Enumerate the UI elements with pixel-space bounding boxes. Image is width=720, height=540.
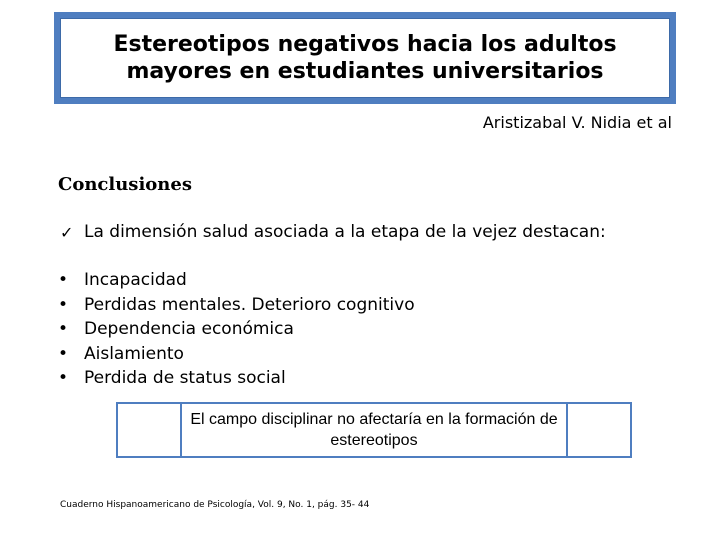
table-cell-text: El campo disciplinar no afectaría en la formación de estereotipos [190, 411, 558, 449]
check-item-text: La dimensión salud asociada a la etapa de la vejez destacan: [84, 222, 606, 242]
citation: Cuaderno Hispanoamericano de Psicología, Vol. 9, No. 1, pág. 35- 44 [60, 500, 370, 510]
list-item [58, 366, 415, 391]
list-item-text: Dependencia económica [84, 319, 294, 339]
list-item-text: Perdidas mentales. Deterioro cognitivo [84, 294, 415, 315]
bullet-list [58, 268, 415, 391]
table-cell-left [118, 404, 182, 456]
title-frame [54, 12, 676, 104]
bullet-icon: • [58, 368, 69, 388]
table-cell-right [566, 404, 630, 456]
list-item [58, 317, 415, 342]
bullet-icon: • [58, 343, 69, 364]
section-heading: Conclusiones [58, 174, 192, 195]
bullet-icon: • [58, 294, 69, 315]
list-item [58, 268, 415, 293]
list-item-text: Perdida de status social [84, 368, 286, 388]
check-icon: ✓ [60, 222, 74, 242]
conclusion-table [116, 402, 632, 458]
list-item [58, 342, 415, 367]
list-item-text: Incapacidad [84, 270, 187, 290]
check-item [60, 222, 606, 242]
slide-title: Estereotipos negativos hacia los adultos mayores en estudiantes universitarios [60, 18, 670, 98]
bullet-icon: • [58, 270, 69, 290]
list-item-text: Aislamiento [84, 343, 184, 364]
bullet-icon: • [58, 319, 69, 339]
list-item [58, 293, 415, 318]
author-line: Aristizabal V. Nidia et al [482, 113, 672, 132]
